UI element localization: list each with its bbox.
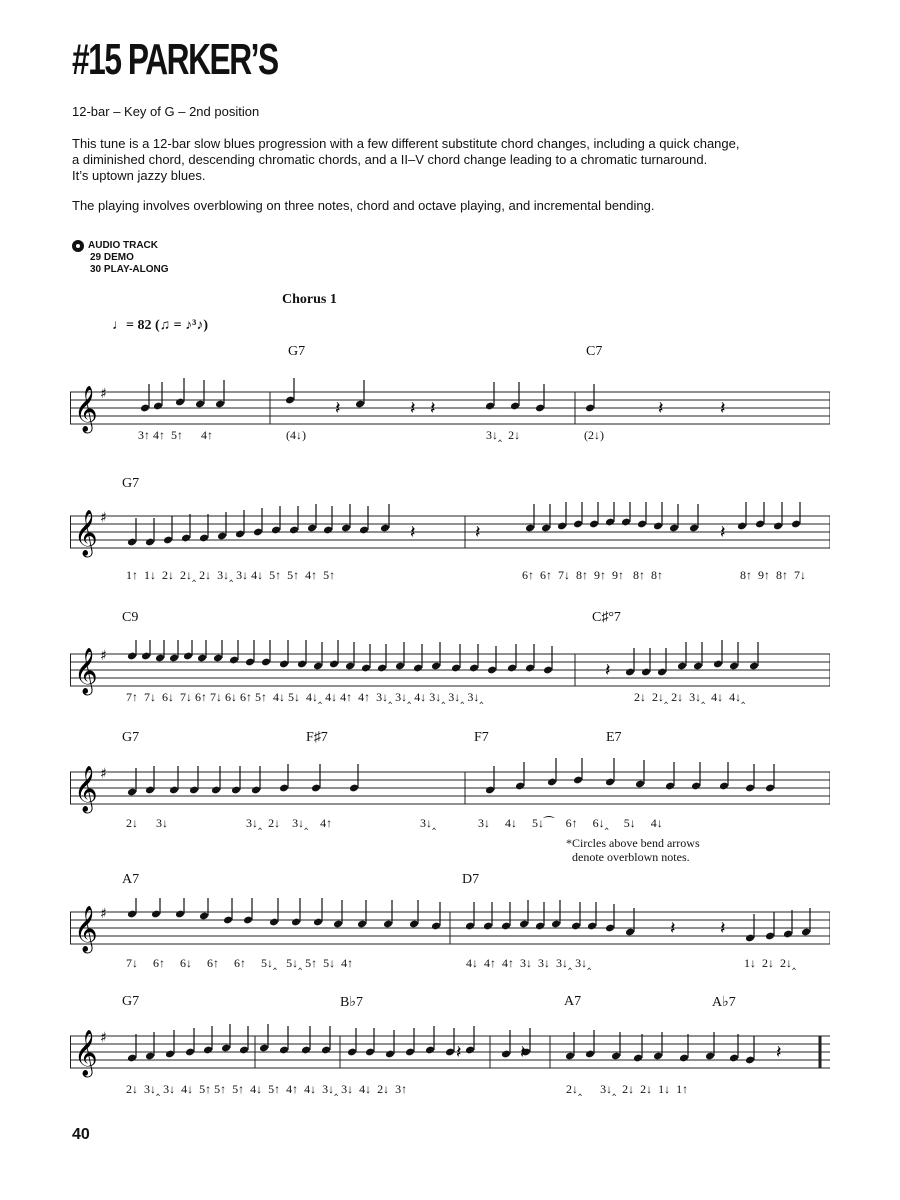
harmonica-tab: 3↑ 4↑ 5↑ 4↑ (138, 428, 213, 442)
rest-icon: 𝄽 (658, 398, 664, 419)
rest-icon: 𝄽 (430, 398, 436, 419)
chord-symbol: A7 (122, 872, 140, 887)
harmonica-tab: 2↓ 3↓‸ 3↓ 4↓ 5↑ 5↑ 5↑ 4↓ 5↑ 4↑ 4↓ 3↓‸ 3↓ 4↓ 2↓ 3↑ (126, 1082, 408, 1096)
chord-symbol: G7 (122, 994, 140, 1009)
chord-symbol: C♯°7 (592, 610, 621, 625)
page-title: #15 PARKER’S (72, 35, 278, 84)
music-staff (70, 1022, 830, 1086)
audio-disc-icon (72, 240, 84, 252)
staff-svg (70, 502, 830, 566)
intro-line-1: This tune is a 12-bar slow blues progression with a few different substitute chord changes, including a quick change, (72, 136, 740, 151)
chord-symbol: G7 (122, 476, 140, 491)
footnote (566, 836, 700, 864)
audio-demo[interactable]: 29 DEMO (90, 252, 134, 263)
chord-symbol: G7 (288, 344, 306, 359)
harmonica-tab: 3↓‸ 2↓ (486, 428, 521, 442)
chord-symbol: F7 (474, 730, 489, 745)
chord-symbol: E7 (606, 730, 622, 745)
playing-note: The playing involves overblowing on three notes, chord and octave playing, and incremental bending. (72, 198, 655, 213)
harmonica-tab: 2↓ 2↓‸ 2↓ 3↓‸ 4↓ 4↓‸ (634, 690, 746, 704)
rest-icon: 𝄽 (720, 398, 726, 419)
music-staff (70, 898, 830, 962)
treble-clef-icon: 𝄞 (74, 648, 98, 694)
rest-icon: 𝄽 (475, 522, 481, 543)
key-signature-icon: ♯ (100, 906, 107, 922)
harmonica-tab: 1↑ 1↓ 2↓ 2↓‸ 2↓ 3↓‸ 3↓ 4↓ 5↑ 5↑ 4↑ 5↑ (126, 568, 336, 582)
staff-svg (70, 1022, 830, 1086)
subtitle: 12-bar – Key of G – 2nd position (72, 104, 260, 119)
rest-icon: 𝄽 (456, 1042, 462, 1063)
key-signature-icon: ♯ (100, 766, 107, 782)
chord-symbol: G7 (122, 730, 140, 745)
music-staff (70, 502, 830, 566)
rest-icon: 𝄽 (605, 660, 611, 681)
chorus-label: Chorus 1 (282, 292, 337, 307)
page-number: 40 (72, 1126, 90, 1143)
rest-icon: 𝄽 (720, 918, 726, 939)
harmonica-tab: 2↓‸ 3↓‸ 2↓ 2↓ 1↓ 1↑ (566, 1082, 689, 1096)
rest-icon: 𝄽 (720, 522, 726, 543)
rest-icon: 𝄽 (670, 918, 676, 939)
staff-svg (70, 898, 830, 962)
harmonica-tab: 7↓ 6↑ 6↓ 6↑ 6↑ 5↓‸ 5↓‸ 5↑ 5↓ 4↑ (126, 956, 354, 970)
rest-icon: 𝄽 (776, 1042, 782, 1063)
harmonica-tab: 3↓‸ 2↓ 3↓‸ 4↑ (246, 816, 333, 830)
audio-playalong[interactable]: 30 PLAY-ALONG (90, 264, 169, 275)
chord-symbol: A7 (564, 994, 582, 1009)
treble-clef-icon: 𝄞 (74, 510, 98, 556)
rest-icon: 𝄽 (410, 398, 416, 419)
chord-symbol: C9 (122, 610, 139, 625)
harmonica-tab: 7↑ 7↓ 6↓ 7↓ 6↑ 7↓ 6↓ 6↑ 5↑ 4↓ 5↓ 4↓‸ 4↓ 4↑ 4↑ 3↓‸ 3↓‸ 4↓ 3↓‸ 3↓‸ 3↓‸ (126, 690, 484, 704)
key-signature-icon: ♯ (100, 386, 107, 402)
harmonica-tab: 4↓ 4↑ 4↑ 3↓ 3↓ 3↓‸ 3↓‸ (466, 956, 592, 970)
harmonica-tab: (2↓) (584, 428, 604, 442)
music-staff (70, 758, 830, 822)
treble-clef-icon: 𝄞 (74, 906, 98, 952)
key-signature-icon: ♯ (100, 510, 107, 526)
audio-track-label: AUDIO TRACK (88, 240, 158, 251)
footnote-line-2: denote overblown notes. (572, 850, 690, 864)
audio-track-block[interactable] (72, 240, 169, 276)
key-signature-icon: ♯ (100, 1030, 107, 1046)
harmonica-tab: (4↓) (286, 428, 306, 442)
treble-clef-icon: 𝄞 (74, 386, 98, 432)
staff-svg (70, 758, 830, 822)
rest-icon: 𝄽 (410, 522, 416, 543)
harmonica-tab: 8↑ 9↑ 8↑ 7↓ (740, 568, 806, 582)
key-signature-icon: ♯ (100, 648, 107, 664)
harmonica-tab: 6↑ 6↑ 7↓ 8↑ 9↑ 9↑ 8↑ 8↑ (522, 568, 663, 582)
intro-line-3: It’s uptown jazzy blues. (72, 168, 206, 183)
harmonica-tab: 3↓‸ (420, 816, 437, 830)
harmonica-tab: 1↓ 2↓ 2↓‸ (744, 956, 797, 970)
rest-icon: 𝄽 (335, 398, 341, 419)
harmonica-tab: 2↓ 3↓ (126, 816, 168, 830)
rest-icon: 𝄽 (520, 1042, 526, 1063)
chord-symbol: A♭7 (712, 995, 736, 1010)
footnote-line-1: *Circles above bend arrows (566, 836, 700, 850)
treble-clef-icon: 𝄞 (74, 1030, 98, 1076)
harmonica-tab: 3↓ 4↓ 5↓⁀ 6↑ 6↓‸ 5↓ 4↓ (478, 816, 663, 830)
chord-symbol: C7 (586, 344, 603, 359)
tempo-marking: ♩= 82 (♫ = ♪³♪) (112, 318, 208, 333)
treble-clef-icon: 𝄞 (74, 766, 98, 812)
chord-symbol: B♭7 (340, 995, 363, 1010)
intro-line-2: a diminished chord, descending chromatic chords, and a II–V chord change leading to a chromatic turnaround. (72, 152, 708, 167)
chord-symbol: F♯7 (306, 730, 328, 745)
chord-symbol: D7 (462, 872, 480, 887)
